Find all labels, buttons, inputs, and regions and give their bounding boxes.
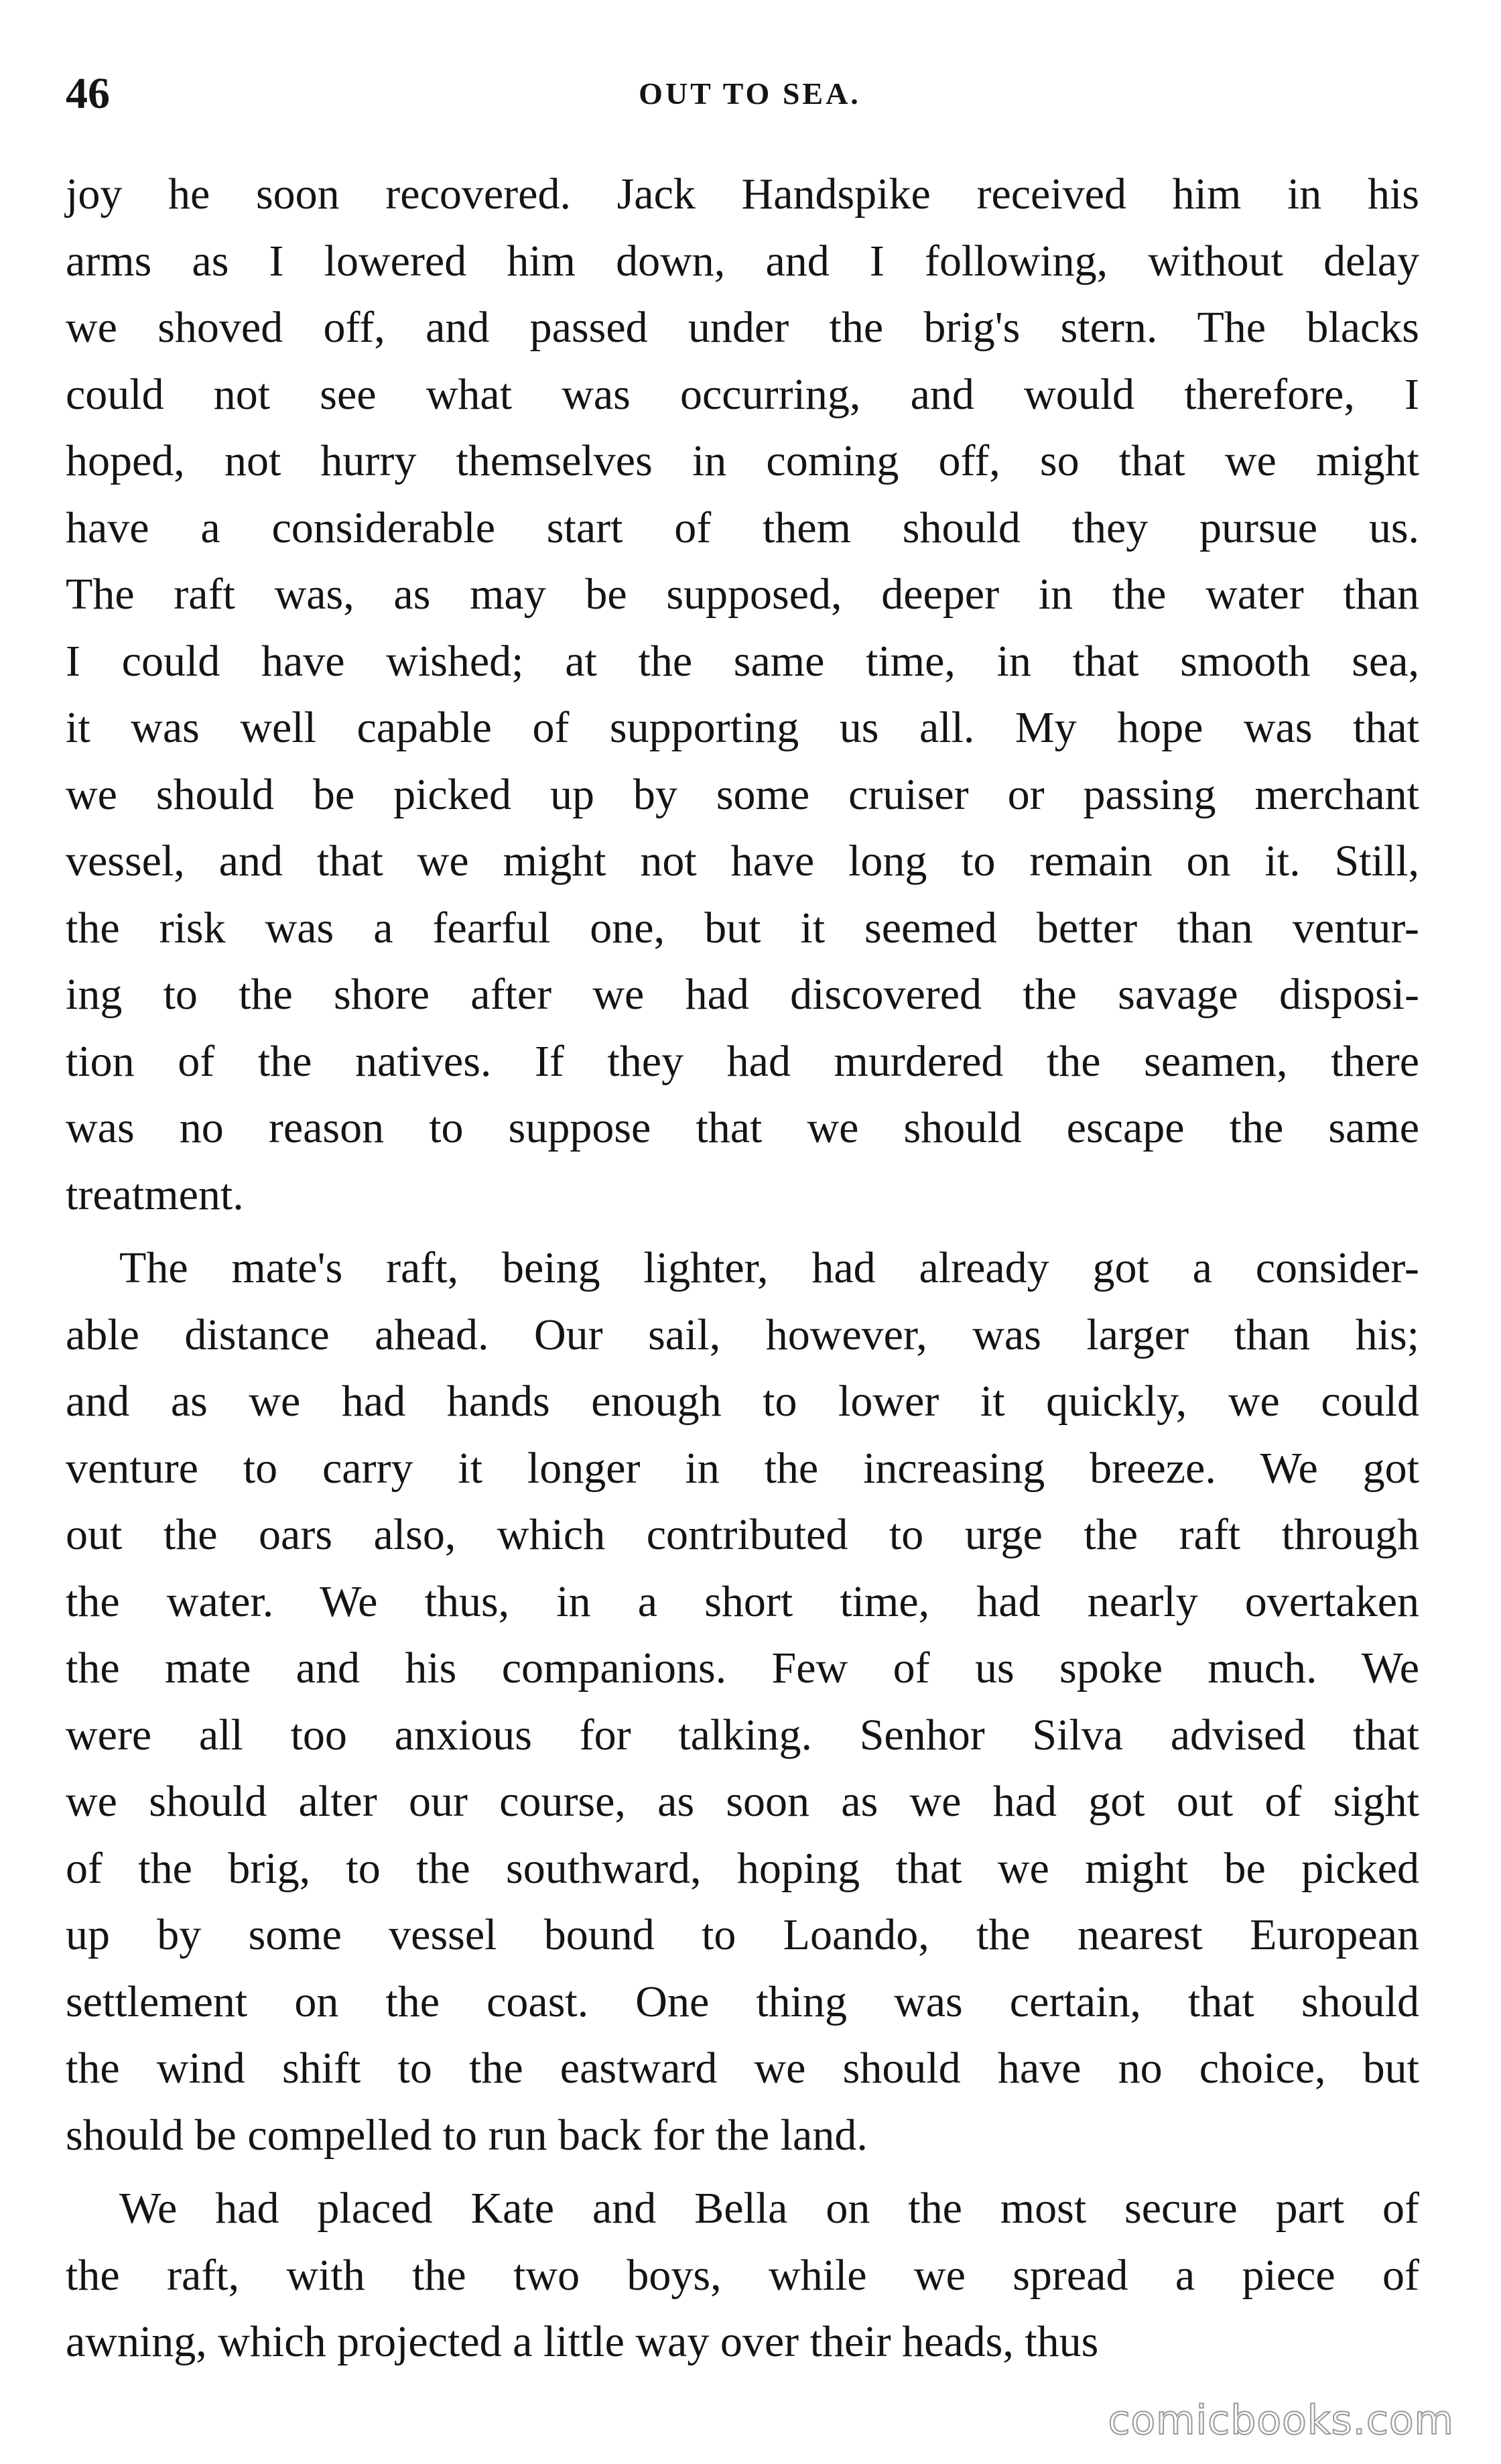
text-line: venture to carry it longer in the increasing breeze. We got xyxy=(66,1443,1419,1493)
text-line: the wind shift to the eastward we should have no choice, but xyxy=(66,2044,1419,2093)
body-text xyxy=(66,161,1419,2382)
text-line: was no reason to suppose that we should escape the same xyxy=(66,1103,1419,1152)
text-line: were all too anxious for talking. Senhor Silva advised that xyxy=(66,1710,1419,1760)
text-line: settlement on the coast. One thing was certain, that should xyxy=(66,1977,1419,2026)
page-header xyxy=(66,64,1434,124)
text-line: The raft was, as may be supposed, deeper in the water than xyxy=(66,570,1419,619)
text-line: tion of the natives. If they had murdered the seamen, there xyxy=(66,1036,1419,1086)
text-line: hoped, not hurry themselves in coming off, so that we might xyxy=(66,436,1419,485)
text-line: treatment. xyxy=(66,1170,244,1219)
text-line: joy he soon recovered. Jack Handspike received him in his xyxy=(66,170,1419,219)
paragraph xyxy=(66,1235,1419,2168)
text-line: The mate's raft, being lighter, had already got a consider- xyxy=(119,1243,1419,1292)
text-line: the raft, with the two boys, while we spread a piece of xyxy=(66,2250,1419,2300)
text-line: have a considerable start of them should they pursue us. xyxy=(66,503,1419,552)
text-line: I could have wished; at the same time, in that smooth sea, xyxy=(66,636,1419,686)
text-line: arms as I lowered him down, and I following, without delay xyxy=(66,236,1419,286)
text-line: of the brig, to the southward, hoping that we might be picked xyxy=(66,1843,1419,1893)
page-number: 46 xyxy=(66,69,110,118)
paragraph xyxy=(66,2175,1419,2376)
text-line: should be compelled to run back for the land. xyxy=(66,2110,868,2160)
running-title: OUT TO SEA. xyxy=(639,76,861,111)
watermark: comicbooks.com xyxy=(1108,2397,1454,2444)
text-line: the water. We thus, in a short time, had nearly overtaken xyxy=(66,1577,1419,1626)
text-line: the risk was a fearful one, but it seemed better than ventur- xyxy=(66,903,1419,952)
text-line: it was well capable of supporting us all. My hope was that xyxy=(66,703,1419,752)
text-line: and as we had hands enough to lower it quickly, we could xyxy=(66,1377,1419,1426)
text-line: we shoved off, and passed under the brig's stern. The blacks xyxy=(66,303,1419,352)
text-line: We had placed Kate and Bella on the most secure part of xyxy=(119,2184,1419,2233)
text-line: able distance ahead. Our sail, however, was larger than his; xyxy=(66,1310,1419,1359)
text-line: we should be picked up by some cruiser or passing merchant xyxy=(66,769,1419,819)
text-line: ing to the shore after we had discovered the savage disposi- xyxy=(66,970,1419,1019)
text-line: out the oars also, which contributed to urge the raft through xyxy=(66,1510,1419,1559)
text-line: the mate and his companions. Few of us spoke much. We xyxy=(66,1644,1419,1692)
text-line: could not see what was occurring, and would therefore, I xyxy=(66,369,1419,419)
text-line: up by some vessel bound to Loando, the nearest European xyxy=(66,1910,1419,1959)
paragraph xyxy=(66,161,1419,1228)
text-line: vessel, and that we might not have long to remain on it. Still, xyxy=(66,837,1419,885)
text-line: awning, which projected a little way over their heads, thus xyxy=(66,2317,1099,2366)
text-line: we should alter our course, as soon as we had got out of sight xyxy=(66,1777,1419,1826)
